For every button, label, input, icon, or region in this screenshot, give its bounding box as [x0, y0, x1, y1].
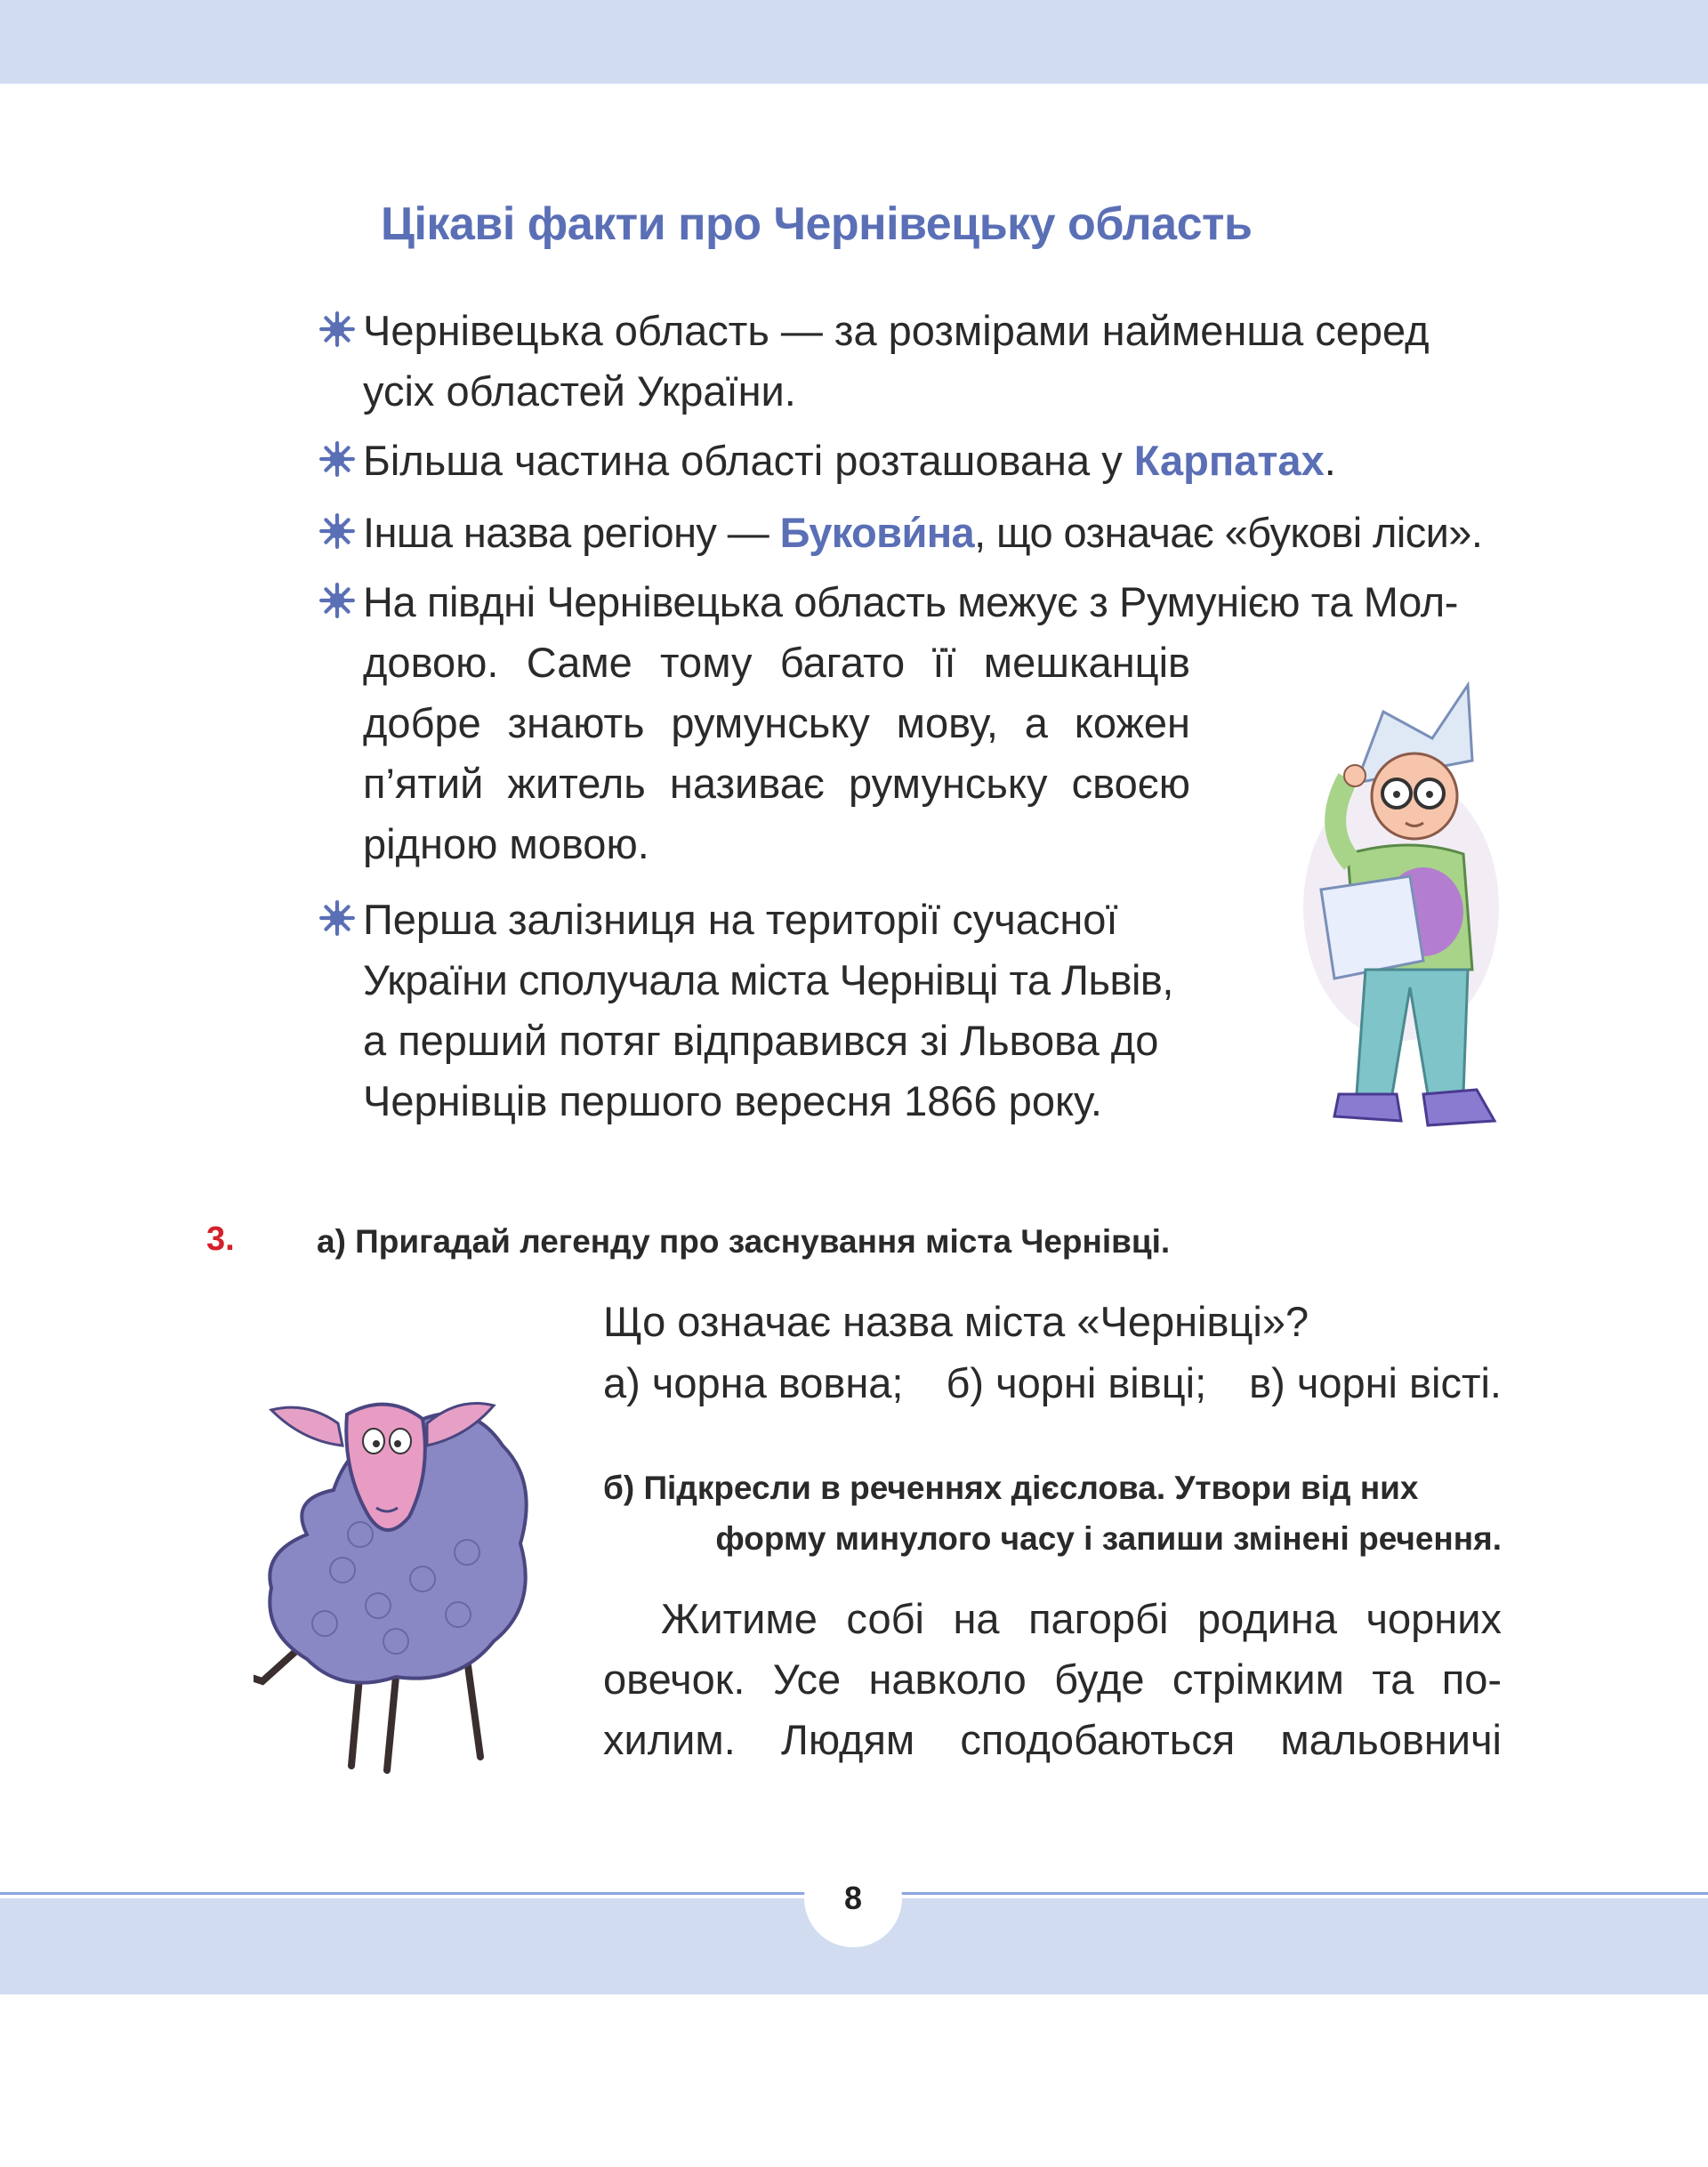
- option-a[interactable]: а) чорна вовна;: [603, 1359, 904, 1406]
- task-b-line: б) Підкресли в реченнях дієслова. Утвори від них: [603, 1470, 1419, 1506]
- option-c[interactable]: в) чорні вісті.: [1249, 1359, 1502, 1406]
- fact-item: [363, 503, 1511, 563]
- fact-text: , що означає «букові ліси».: [974, 509, 1483, 556]
- fact-text: Інша назва регіону —: [363, 509, 780, 556]
- star-bullet-icon: [318, 440, 356, 478]
- highlight-term: Карпатах: [1133, 437, 1325, 484]
- fact-line: п’ятий житель називає румунську своєю: [363, 760, 1190, 807]
- fact-text: .: [1324, 437, 1336, 484]
- fact-line: довою. Саме тому багато її мешканців: [363, 639, 1190, 686]
- fact-line: Перша залізниця на території сучасної: [363, 896, 1118, 943]
- story-line: Житиме собі на пагорбі родина чорних: [661, 1595, 1502, 1642]
- highlight-term: Букови́на: [779, 509, 975, 556]
- task-number: 3.: [206, 1220, 235, 1258]
- fact-item: [363, 301, 1502, 422]
- fact-line: добре знають румунську мову, а кожен: [363, 699, 1190, 746]
- fact-item: [363, 890, 1190, 1132]
- star-bullet-icon: [318, 899, 356, 937]
- fact-line: Чернівецька область — за розмірами найменша серед: [363, 307, 1430, 354]
- star-bullet-icon: [318, 582, 356, 619]
- story-line: хилим. Людям сподобаються мальовничі: [603, 1716, 1502, 1763]
- page-title: Цікаві факти про Чернівецьку область: [381, 198, 1253, 250]
- star-bullet-icon: [318, 310, 356, 348]
- sheep-illustration: [254, 1374, 574, 1779]
- fact-line: Чернівців першого вересня 1866 року.: [363, 1077, 1102, 1124]
- story-line: овечок. Усе навколо буде стрімким та по-: [603, 1655, 1502, 1703]
- star-bullet-icon: [318, 512, 356, 550]
- top-band: [0, 0, 1708, 84]
- task-b-line: форму минулого часу і запиши змінені речення.: [715, 1520, 1502, 1557]
- page-number: 8: [804, 1849, 902, 1947]
- fact-line: На півдні Чернівецька область межує з Румунією та Мол-: [363, 578, 1459, 625]
- task-part-a: а) Пригадай легенду про заснування міста Чернівці.: [317, 1223, 1171, 1260]
- fact-text: Більша частина області розташована у: [363, 437, 1134, 484]
- fact-item: [363, 431, 1502, 491]
- story-text: [603, 1589, 1502, 1770]
- fact-line: рідною мовою.: [363, 820, 649, 867]
- fact-line: а перший потяг відправився зі Львова до: [363, 1017, 1159, 1064]
- fact-line: усіх областей України.: [363, 367, 796, 415]
- fact-line: України сполучала міста Чернівці та Львів,: [363, 956, 1173, 1003]
- question: Що означає назва міста «Чернівці»?: [603, 1298, 1309, 1345]
- boy-illustration: [1250, 676, 1508, 1139]
- task-part-b: [603, 1462, 1502, 1564]
- answer-options: [603, 1358, 1502, 1407]
- option-b[interactable]: б) чорні вівці;: [946, 1359, 1207, 1406]
